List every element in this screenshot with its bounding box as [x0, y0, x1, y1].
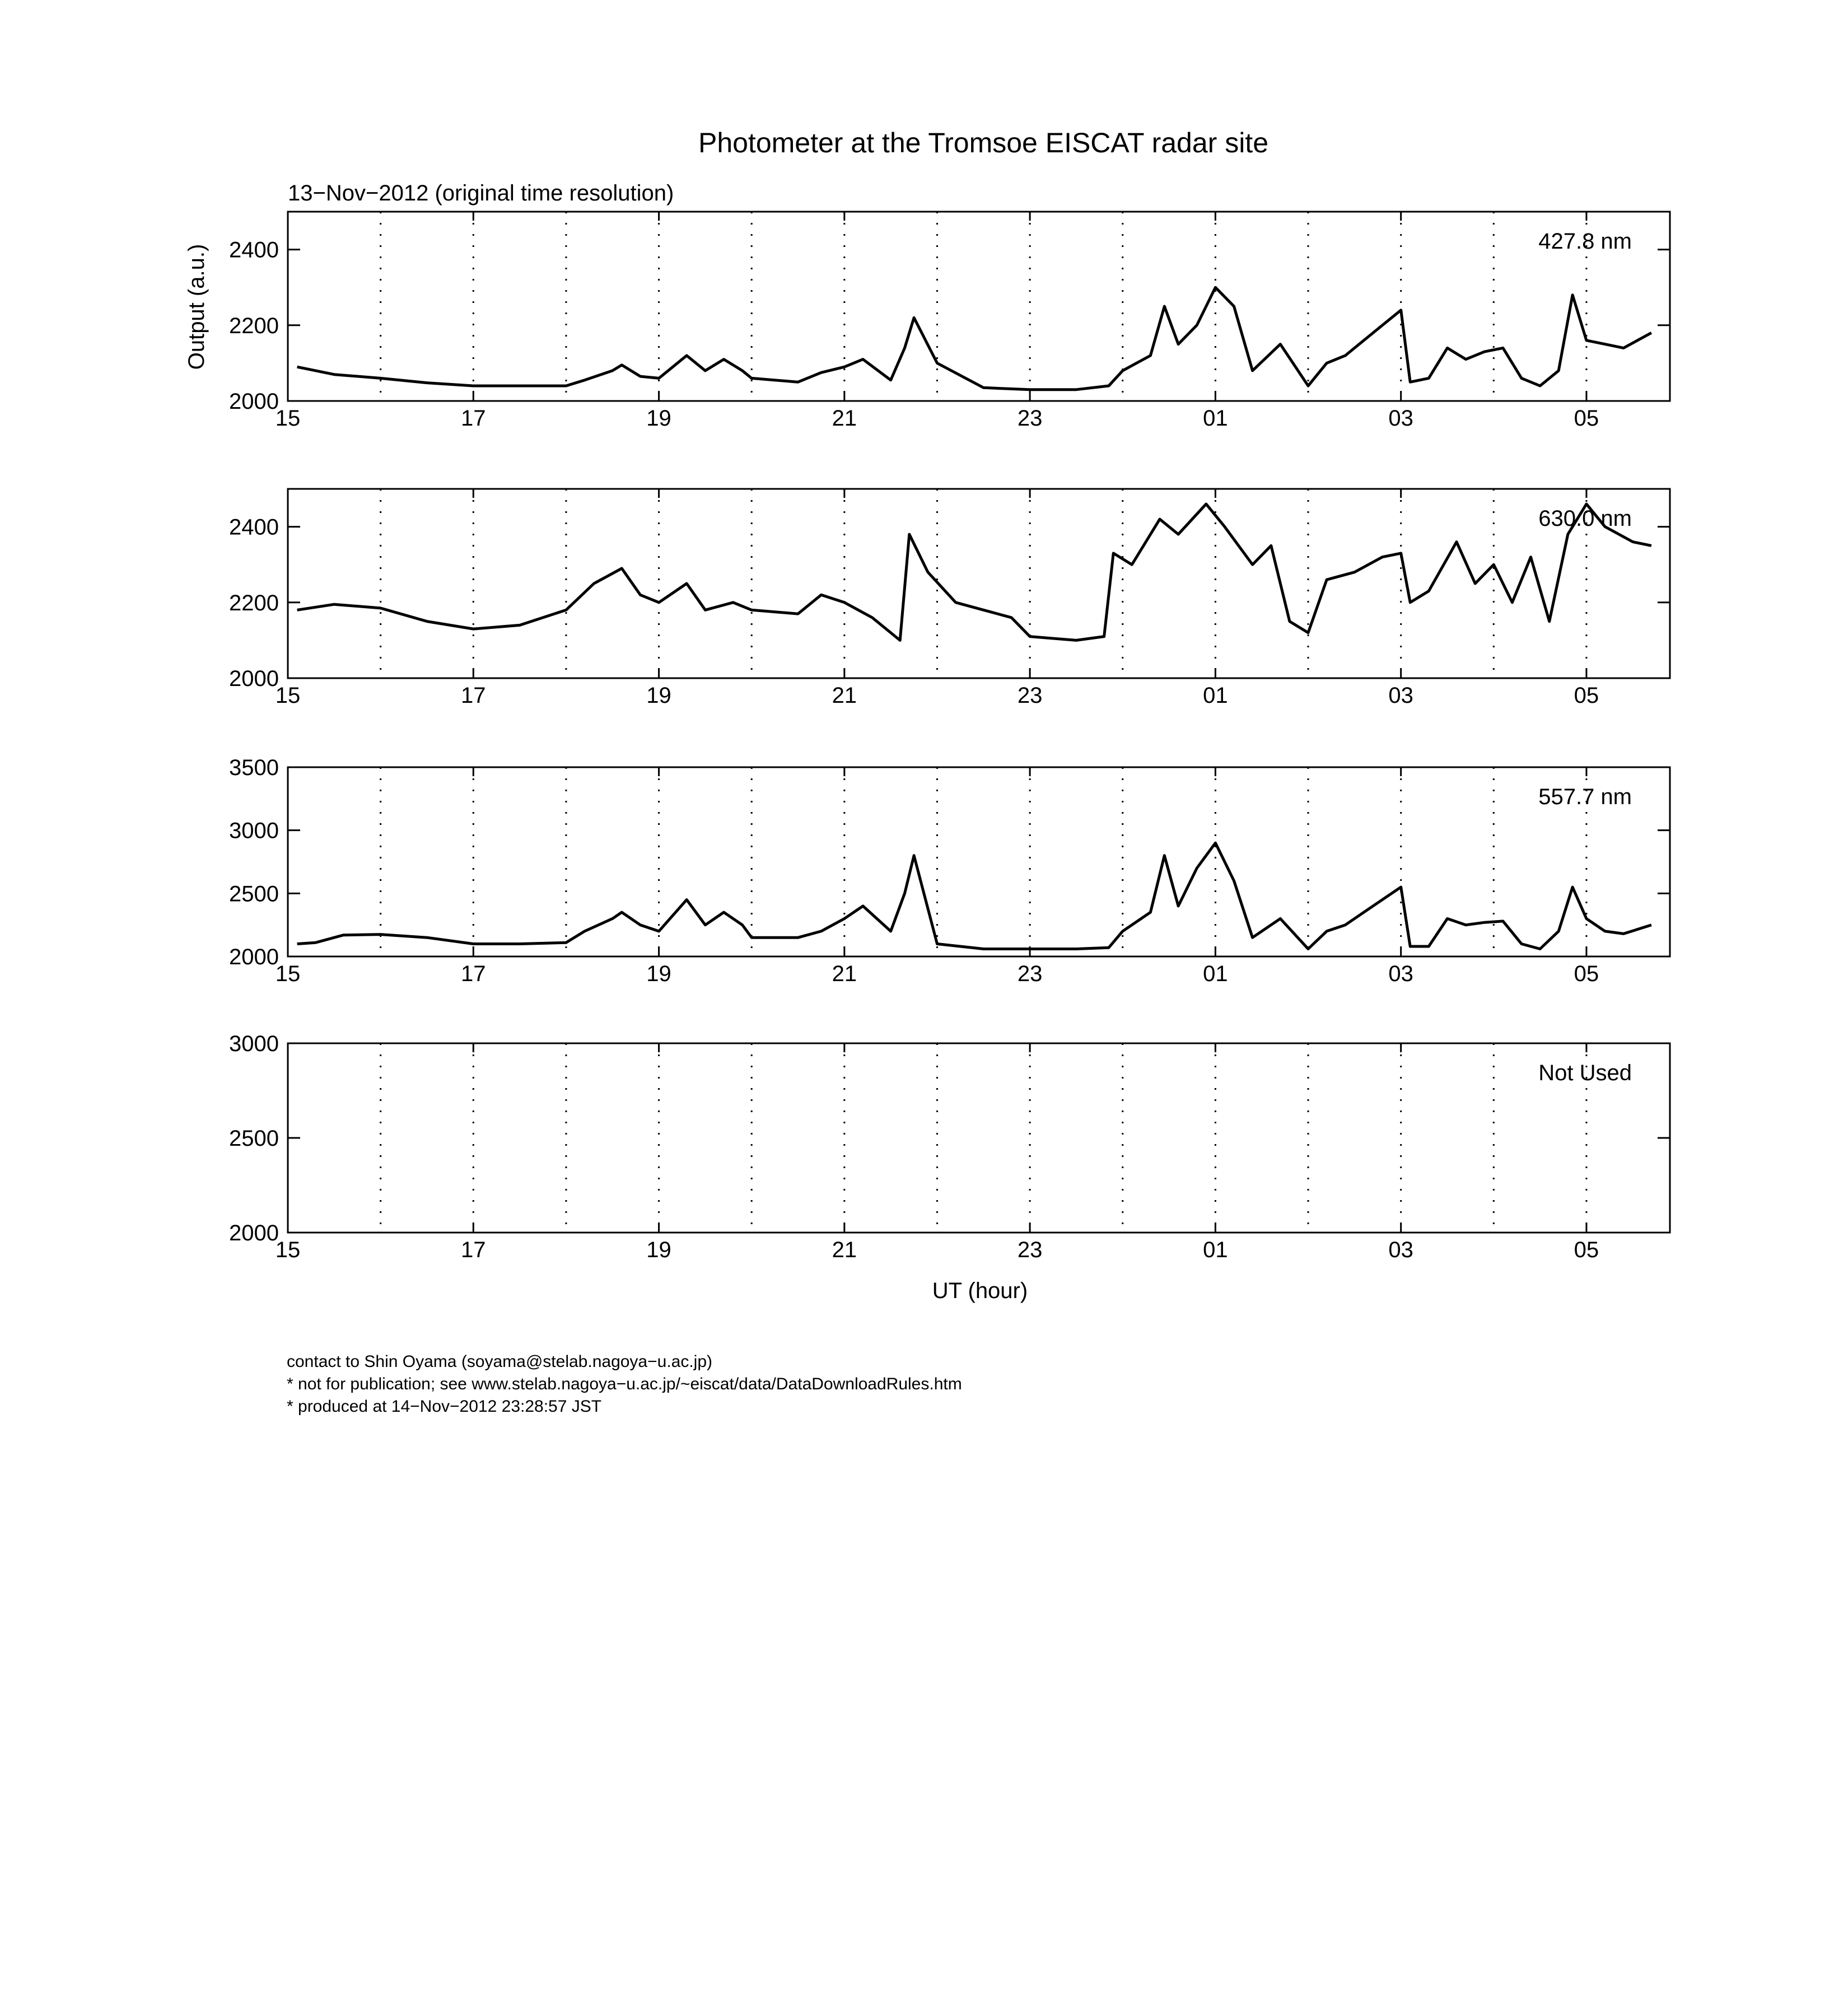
y-tick-label: 3000 [229, 1032, 279, 1056]
x-tick-label: 23 [1017, 1238, 1043, 1262]
panel-3 [229, 755, 1670, 986]
panel-label: 630.0 nm [1538, 506, 1632, 531]
chart-subtitle: 13−Nov−2012 (original time resolution) [288, 181, 674, 206]
y-tick-label: 3000 [229, 818, 279, 843]
y-tick-label: 2200 [229, 590, 279, 615]
x-tick-label: 21 [832, 683, 857, 708]
y-tick-label: 3500 [229, 755, 279, 780]
series-line-3-1 [297, 843, 1651, 949]
y-axis-label: Output (a.u.) [184, 244, 209, 370]
x-tick-label: 03 [1388, 1238, 1413, 1262]
x-tick-label: 01 [1203, 962, 1228, 986]
panel-label: 557.7 nm [1538, 785, 1632, 809]
x-tick-label: 23 [1017, 962, 1043, 986]
x-tick-label: 03 [1388, 683, 1413, 708]
panel-label: 427.8 nm [1538, 229, 1632, 254]
panel-1 [229, 212, 1670, 431]
y-tick-label: 2000 [229, 666, 279, 691]
footer-publication-note: * not for publication; see www.stelab.nagoya−u.ac.jp/~eiscat/data/DataDownloadRules.htm [287, 1375, 962, 1393]
x-tick-label: 23 [1017, 406, 1043, 431]
x-tick-label: 03 [1388, 962, 1413, 986]
panel-frame [288, 767, 1670, 956]
y-tick-label: 2500 [229, 1126, 279, 1151]
series-line-2-1 [297, 504, 1651, 640]
y-tick-label: 2000 [229, 945, 279, 969]
x-tick-label: 15 [275, 406, 301, 431]
panel-label: Not Used [1538, 1061, 1632, 1085]
x-tick-label: 01 [1203, 406, 1228, 431]
y-tick-label: 2000 [229, 1221, 279, 1245]
chart-title: Photometer at the Tromsoe EISCAT radar site [698, 127, 1269, 158]
x-tick-label: 23 [1017, 683, 1043, 708]
x-tick-label: 05 [1574, 1238, 1599, 1262]
x-axis-label: UT (hour) [932, 1278, 1028, 1303]
x-tick-label: 19 [646, 683, 671, 708]
series-line-1-1 [297, 287, 1651, 390]
panel-4 [229, 1032, 1670, 1262]
x-tick-label: 15 [275, 683, 301, 708]
footer-contact: contact to Shin Oyama (soyama@stelab.nagoya−u.ac.jp) [287, 1352, 713, 1371]
panels-layer [229, 212, 1670, 1262]
x-tick-label: 21 [832, 962, 857, 986]
x-tick-label: 17 [461, 406, 486, 431]
y-tick-label: 2000 [229, 389, 279, 414]
x-tick-label: 03 [1388, 406, 1413, 431]
x-tick-label: 19 [646, 1238, 671, 1262]
x-tick-label: 17 [461, 1238, 486, 1262]
y-tick-label: 2200 [229, 313, 279, 338]
panel-frame [288, 489, 1670, 678]
x-tick-label: 19 [646, 962, 671, 986]
y-tick-label: 2400 [229, 237, 279, 263]
x-tick-label: 15 [275, 962, 301, 986]
x-tick-label: 05 [1574, 683, 1599, 708]
x-tick-label: 05 [1574, 406, 1599, 431]
y-tick-label: 2400 [229, 515, 279, 540]
x-tick-label: 21 [832, 406, 857, 431]
footer-produced-date: * produced at 14−Nov−2012 23:28:57 JST [287, 1397, 602, 1416]
footer-notes [287, 1351, 962, 1418]
x-tick-label: 17 [461, 962, 486, 986]
panel-2 [229, 489, 1670, 708]
y-tick-label: 2500 [229, 881, 279, 907]
x-tick-label: 01 [1203, 1238, 1228, 1262]
x-tick-label: 19 [646, 406, 671, 431]
x-tick-label: 21 [832, 1238, 857, 1262]
x-tick-label: 05 [1574, 962, 1599, 986]
x-tick-label: 01 [1203, 683, 1228, 708]
x-tick-label: 17 [461, 683, 486, 708]
panel-frame [288, 212, 1670, 401]
x-tick-label: 15 [275, 1238, 301, 1262]
panel-frame [288, 1043, 1670, 1233]
